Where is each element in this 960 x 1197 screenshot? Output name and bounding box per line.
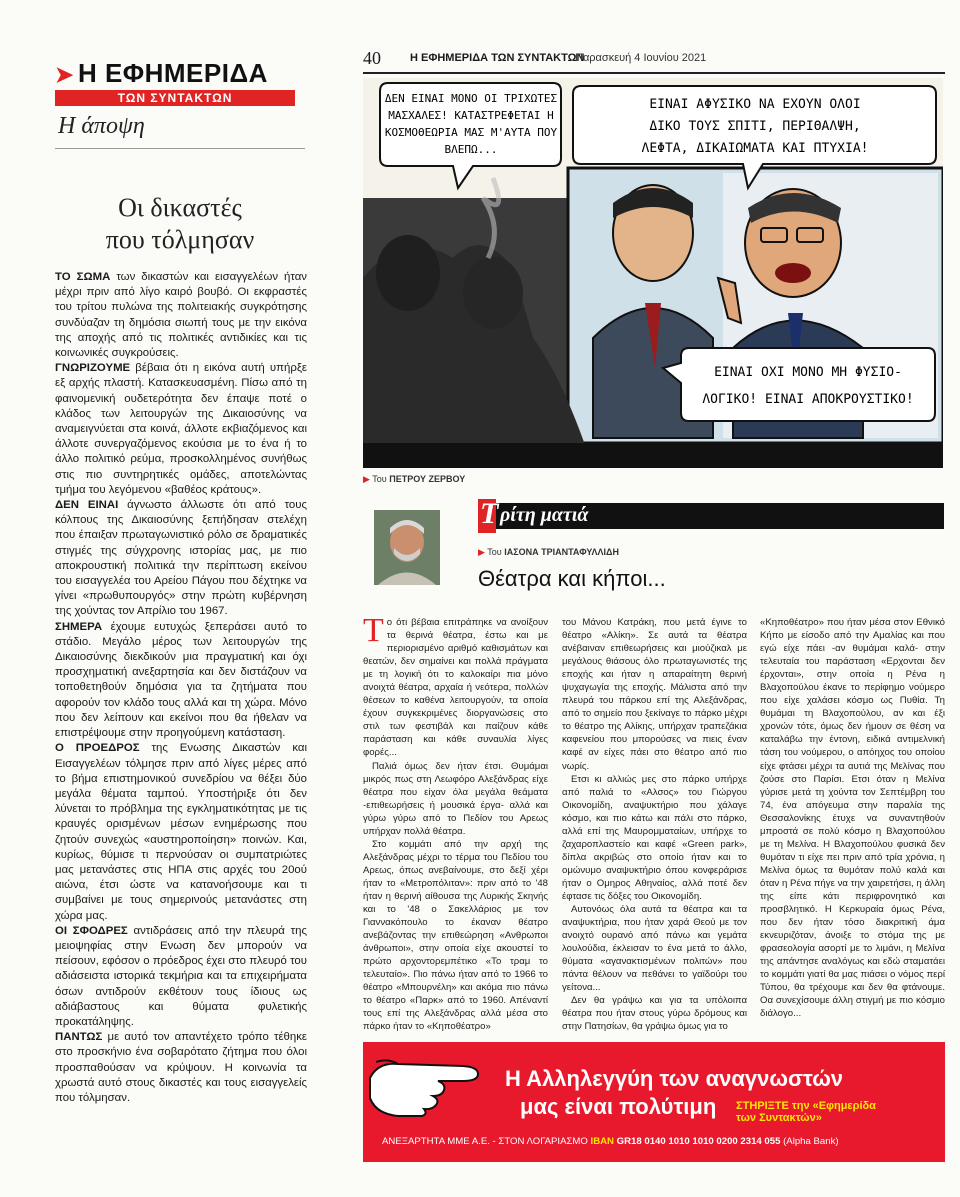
opinion-paragraph [55, 620, 307, 742]
speech-bubble-3 [663, 348, 935, 421]
paragraph-text: της Ενωσης Δικαστών και Εισαγγελέων τόλμησε πριν από λίγες μέρες από το βήμα επιστημονικού συνεδρίου να θέξει δύο μεγάλα θέματα ταμπού. Υποστήριξε ότι δεν λύνεται το πρόβλημα της εγκληματικότητας με τις κραυγές ορισμένων μέσων ενημέρωσης που ζητούν συνεχώς «αυστηροποίηση» ποινών. Και, κυρίως, θύμισε τι περνούσαν οι συμπατριώτες μας μετανάστες στις ΗΠΑ στις αρχές του 20ού αιώνα, έτσι ώστε να κατανοήσουμε και τι συμβαίνει με τους σημερινούς μετανάστες στη χώρα μας. [55, 742, 307, 922]
issue-date: Παρασκευή 4 Ιουνίου 2021 [575, 52, 707, 64]
article-text: του Μάνου Κατράκη, που μετά έγινε το θέατρο «Αλίκη». Σε αυτά τα θέατρα ανέβαιναν επιθεωρήσεις και μιούζικαλ με μεγάλους θιάσους όλο πρωταγωνιστές της εποχής και ήταν η απαραίτητη θερινή ψυχαγωγία της εποχής. Μάλιστα από την πλευρά του πάρκου επί της Αλεξάνδρας, από το σημείο που ξεκίναγε το πάρκο μέχρι το θέατρο της Αλίκης, υπήρχαν τραπεζάκια καφενείου που μπορούσες να πιεις έναν καφέ αν είχες πάει στο θέατρο από πιο νωρίς. [562, 617, 747, 772]
bubble1-line4: ΒΛΕΠΩ... [444, 143, 498, 156]
article-text: Ετσι κι αλλιώς μες στο πάρκο υπήρχε από παλιά το «Αλσος» του Γιώργου Οικονομίδη, αναψυκτήριο που χάλαγε κόσμο, και πιο κάτω και πάλι στο πάρκο, αλλά επί της Μαυρομματαίων, υπήρχε το ζαχαροπλαστείο και καφέ «Green park», δίπλα ακριβώς στο οποίο ήταν και το ομώνυμο αναψυκτήριο όπου κονφεράρισε ήταν ο Ομηρος Αθηναίος, αλλά ποτέ δεν έφτασε τις δόξες του Οικονομίδη. [562, 773, 747, 902]
article-paragraph [363, 612, 548, 760]
bubble1-line2: ΜΑΣΧΑΛΕΣ! ΚΑΤΑΣΤΡΕΦΕΤΑΙ Η [388, 109, 554, 122]
opinion-title [55, 192, 305, 256]
ad-bank-name: (Alpha Bank) [780, 1136, 839, 1147]
page-number: 40 [363, 48, 381, 68]
paragraph-lead: Ο ΠΡΟΕΔΡΟΣ [55, 742, 140, 755]
bubble2-line3: ΛΕΦΤΑ, ΔΙΚΑΙΩΜΑΤΑ ΚΑΙ ΠΤΥΧΙΑ! [641, 141, 869, 156]
ad-bank-prefix: ΑΝΕΞΑΡΤΗΤΑ ΜΜΕ Α.Ε. - ΣΤΟΝ ΛΟΓΑΡΙΑΣΜΟ [382, 1136, 591, 1147]
arrow-marker-icon: ▶ [478, 547, 488, 557]
paragraph-text: βέβαια ότι η εικόνα αυτή υπήρξε εξ αρχής πλαστή. Κατασκευασμένη. Πίσω από τη φαινομενική ουδετερότητα δεν έπαψε ποτέ ο κλάδος των λειτουργών της Δικαιοσύνης να αναμειγνύεται στα κοινά, άλλοτε εκβιαζόμενος και άλλοτε συνεργαζόμενος εκούσια με το ένα ή το άλλο πολιτικό ρεύμα, προσκολλημένος συνήθως στις πιο συντηρητικές ομάδες, αποτελώντας τμήμα του λεγόμενου «βαθέος κράτους». [55, 362, 307, 496]
opinion-paragraph [55, 1030, 307, 1106]
bubble1-line3: ΚΟΣΜΟΘΕΩΡΙΑ ΜΑΣ Μ'ΑΥΤΑ ΠΟΥ [384, 126, 558, 139]
paragraph-text: με αυτό τον απαντέχετο τρόπο τέθηκε στο προσκήνιο ένα σοβαρότατο ζήτημα που όλοι προσπαθούσαν να κρύψουν. Η κοινωνία τα χρωστά αυτό στους δικαστές και τους εισαγγελείς που τόλμησαν. [55, 1031, 307, 1104]
opinion-title-line1: Οι δικαστές [118, 193, 242, 222]
drop-cap: Τ [363, 612, 384, 649]
author-photo [374, 510, 440, 585]
divider [55, 148, 305, 149]
article-column-3 [760, 616, 945, 1020]
viewer-head-1 [376, 235, 440, 311]
masthead-logo [55, 60, 295, 106]
column-name-initial: Τ [480, 497, 499, 530]
political-cartoon [363, 78, 943, 468]
paragraph-lead: ΔΕΝ ΕΙΝΑΙ [55, 499, 119, 512]
column-author-name: ΙΑΣΟΝΑ ΤΡΙΑΝΤΑΦΥΛΛΙΔΗ [504, 547, 619, 557]
column-author-prefix: Του [487, 547, 505, 557]
tv-man-right-mouth [775, 263, 811, 283]
bubble2-line1: ΕΙΝΑΙ ΑΦΥΣΙΚΟ ΝΑ ΕΧΟΥΝ ΟΛΟΙ [649, 97, 861, 112]
ad-headline-2: μας είναι πολύτιμη [520, 1094, 717, 1119]
article-text: «Κηποθέατρο» που ήταν μέσα στον Εθνικό Κήπο με είσοδο από την Αμαλίας και που εγώ είχε πάει -αν θυμάμαι καλά- στην τελευταία του παράσταση «Ερχονται δεν έρχονται», στην οποία η Ρένα η Βλαχοπούλου έκανε το περίφημο νούμερο που είχε χαλάσει κόσμο ως Πυθία. Τη θυμάμαι τη Βλαχοπούλου, αν και έξι χρονών τότε, όμως δεν ήμουν σε θέση να καταλάβω την έντονη, ειδικά αντιμελνική τάση του νούμερου, ο απόηχος του οποίου είχε φτάσει μέχρι τα αυτιά της Μελίνας που ζούσε στο Παρίσι. Ετσι όταν η Μελίνα γύρισε μετά τη χούντα τον Σεπτέμβρη του 74, ένα απόγευμα στην παραλία της Θεσσαλονίκης έτυχε να συναντηθούν μπροστά σε πολύ κόσμο η Βλαχοπούλου με τη Μελίνα. Η Βλαχοπούλου φυσικά δεν θυμόταν τι είχε πει πριν από τρία χρόνια, η Μελίνα όμως τα θυμόταν πολύ καλά και όταν η Ρένα πήγε να την χαιρετήσει, η άλλη της είπε κάτι περιφρονητικό και προσβλητικό. Η Κερκυραία όμως Ρένα, που δεν ήταν τόσο διακριτική άμα εκνευριζόταν, άνοιξε το στόμα της με φρασεολογία ασορτί με το λιμάνι, η Μελίνα της απάντησε αναλόγως και εδώ σταματάει το κομμάτι γιατί θα μας πιάσει ο νόμος περί Τύπου, θα τρέχουμε και δεν θα φτάνουμε. Οα συνεχίσουμε άλλη στιγμή με πιο κόσμιο διάλογο... [760, 617, 945, 1020]
opinion-paragraph [55, 924, 307, 1030]
ad-support-line2: των Συντακτών» [736, 1112, 822, 1124]
opinion-paragraph [55, 498, 307, 620]
ad-iban-label: IBAN [590, 1136, 614, 1147]
opinion-body [55, 270, 307, 1106]
ad-headline-1: Η Αλληλεγγύη των αναγνωστών [505, 1066, 844, 1091]
article-paragraph [562, 994, 747, 1033]
ad-support-line1: ΣΤΗΡΙΞΤΕ την «Εφημερίδα [736, 1100, 876, 1112]
paragraph-text: των δικαστών και εισαγγελέων ήταν μέχρι πριν από λίγο καιρό βουβό. Οι εκφραστές του τρίτου πυλώνα της πολιτειακής συγκρότησης συνδύαζαν τη δημόσια σιωπή τους με την εικόνα της αποχής από τις πολιτικές αντιδικίες και τις κοινωνικές συγκρούσεις. [55, 271, 307, 360]
viewer-head-2 [463, 257, 523, 329]
pointing-hand-icon [368, 1048, 486, 1118]
article-text: Αυτονόως όλα αυτά τα θέατρα και τα αναψυκτήρια, που ήταν χαρά Θεού με τον ανοιχτό ουρανό από πάνω και γεμάτα λουλούδια, έκλεισαν το ένα μετά το άλλο, θύματα «αγανακτισμένων πολιτών» που πάντα θέλουν να πεθάνει το γαϊδούρι του γείτονα... [562, 904, 747, 994]
column-banner [478, 497, 944, 530]
opinion-paragraph [55, 741, 307, 923]
cartoon-artist: ΠΕΤΡΟΥ ΖΕΡΒΟΥ [389, 474, 466, 484]
paragraph-lead: ΣΗΜΕΡΑ [55, 620, 103, 633]
paragraph-lead: ΤΟ ΣΩΜΑ [55, 271, 111, 283]
paragraph-text: έχουμε ευτυχώς ξεπεράσει αυτό το στάδιο. Μεγάλο μέρος των λειτουργών της Δικαιοσύνης διεκδικούν μια πραγματική και όχι προσχηματική ανεξαρτησία και δεν διστάζουν να τοποθετηθούν δημόσια για τα ζητήματα που αφορούν τον κλάδο τους αλλά και τη χώρα. Μόνο που δεν λείπουν και εκείνοι που θα ήθελαν να επιστρέψουμε στην προηγούμενη κατάσταση. [55, 620, 307, 740]
swoosh-icon: ➤ [55, 62, 74, 87]
paragraph-text: άγνωστο άλλωστε ότι από τους κόλπους της Δικαιοσύνης ξεπήδησαν στελέχη που έπαιξαν πρωταγωνιστικό ρόλο σε δραματικές στιγμές της σύγχρονης ιστορίας μας, με πιο αποκρουστική πολιτικά την περίπτωση εκείνου του εισαγγελέα του Αρείου Πάγου που δέχτηκε να γίνει «πρωθυπουργός» στην πρώτη κυβέρνηση της χούντας τον Απρίλιο του 1967. [55, 499, 307, 618]
header-divider [363, 72, 945, 74]
opinion-title-line2: που τόλμησαν [105, 225, 255, 254]
paragraph-lead: ΟΙ ΣΦΟΔΡΕΣ [55, 924, 128, 937]
opinion-paragraph [55, 361, 307, 498]
ad-account-number: GR18 0140 1010 1010 0200 2314 055 [613, 1136, 781, 1147]
masthead-title: Η ΕΦΗΜΕΡΙΔΑ [77, 58, 268, 88]
masthead-subtitle: ΤΩΝ ΣΥΝΤΑΚΤΩΝ [55, 90, 295, 106]
column-author [478, 547, 619, 558]
paragraph-text: αντιδράσεις από την πλευρά της μειοψηφίας στην Ενωση δεν μπορούν να πείσουν, εφόσον ο πρόεδρος έχει στο πλευρό του αδιάσειστα ιστορικά τεκμήρια και τα επιχειρήματα όσων αντιδρούν εκθέτουν τους ίδιους ως αδιάβαστους και θύματα φυλετικής προκατάληψης. [55, 924, 307, 1028]
article-paragraph [363, 760, 548, 838]
tv-bezel [363, 443, 943, 468]
article-text: Παλιά όμως δεν ήταν έτσι. Θυμάμαι μικρός πως στη Λεωφόρο Αλεξάνδρας είχε θέατρα που είχαν όλα μεγάλα θεάματα -επιθεωρήσεις ή μουσικά έργα- αλλά και γύρω γύρω από το Πεδίον του Αρεως υπήρχαν πολλά θέατρα. [363, 760, 548, 837]
article-text: Δεν θα γράψω και για τα υπόλοιπα θέατρα που ήταν στους γύρω δρόμους και στην Πατησίων, θα γράψω όμως για το [562, 995, 747, 1033]
column-title: Θέατρα και κήποι... [478, 566, 666, 591]
paragraph-lead: ΠΑΝΤΩΣ [55, 1031, 103, 1044]
paper-name: Η ΕΦΗΜΕΡΙΔΑ ΤΩΝ ΣΥΝΤΑΚΤΩΝ [410, 52, 585, 64]
column-name: ρίτη ματιά [500, 504, 589, 526]
arrow-marker-icon: ▶ [363, 474, 373, 484]
hand-shape [370, 1064, 478, 1116]
article-paragraph [760, 616, 945, 1020]
bubble3-line2: ΛΟΓΙΚΟ! ΕΙΝΑΙ ΑΠΟΚΡΟΥΣΤΙΚΟ! [702, 392, 914, 407]
section-title: Η άποψη [58, 113, 145, 139]
article-paragraph [562, 773, 747, 903]
bubble3-line1: ΕΙΝΑΙ ΟΧΙ ΜΟΝΟ ΜΗ ΦΥΣΙΟ- [714, 365, 902, 380]
article-paragraph [562, 616, 747, 773]
article-column-1 [363, 612, 548, 1034]
paragraph-lead: ΓΝΩΡΙΖΟΥΜΕ [55, 362, 131, 375]
bubble1-line1: ΔΕΝ ΕΙΝΑΙ ΜΟΝΟ ΟΙ ΤΡΙΧΩΤΕΣ [384, 92, 558, 105]
article-text: Στο κομμάτι από την αρχή της Αλεξάνδρας μέχρι το τέρμα του Πεδίου του Αρεως, όπως ανεβαίνουμε, στο δεξί χέρι ήταν το «Μετροπόλιταν»: πριν από το '48 ήταν η θερινή αίθουσα της Λυρικής Σκηνής και το '48 ο Σακελλάριος με τον Γιαννακόπουλο το έκαναν θέατρο ανεβάζοντας την επιθεώρηση «Ανθρωποι άνθρωποι», στην οποία είχε ακουστεί το πρώτο αρχοντορεμπέτικο «Το τραμ το τελευταίο». Πιο πάνω ήταν από το 1966 το θέατρο «Μπουρνέλη» και ακόμα πιο πάνω το θέατρο «Παρκ» από το 1960. Απέναντί τους επί της Αλεξάνδρας αλλά μέσα στο πάρκο ήταν το «Κηποθέατρο» [363, 838, 548, 1033]
bubble2-line2: ΔΙΚΟ ΤΟΥΣ ΣΠΙΤΙ, ΠΕΡΙΘΑΛΨΗ, [649, 119, 861, 134]
ad-support-text [736, 1100, 876, 1124]
article-paragraph [363, 838, 548, 1034]
cartoon-credit [363, 474, 465, 485]
article-text: ο ότι βέβαια επιτράπηκε να ανοίξουν τα θερινά θέατρα, έστω και με περιορισμένο αριθμό καθισμάτων και θεατών, δεν σημαίνει και πολλά πράγματα με τη λογική ότι το καλοκαίρι πια μόνο ανοιχτά θέατρα, αρχαία ή νεότερα, πολλών θέσεων το καθένα λειτουργούν, τα οποία έχουν συγκεκριμένες διοργανώσεις στο στιλ των φεστιβάλ και παίζουν κάθε παράσταση και κάθε συναυλία λίγες φορές... [363, 617, 548, 759]
opinion-paragraph [55, 270, 307, 361]
cartoon-credit-prefix: Του [372, 474, 390, 484]
ad-bank-details [382, 1136, 839, 1147]
article-paragraph [562, 903, 747, 994]
article-column-2 [562, 616, 747, 1034]
